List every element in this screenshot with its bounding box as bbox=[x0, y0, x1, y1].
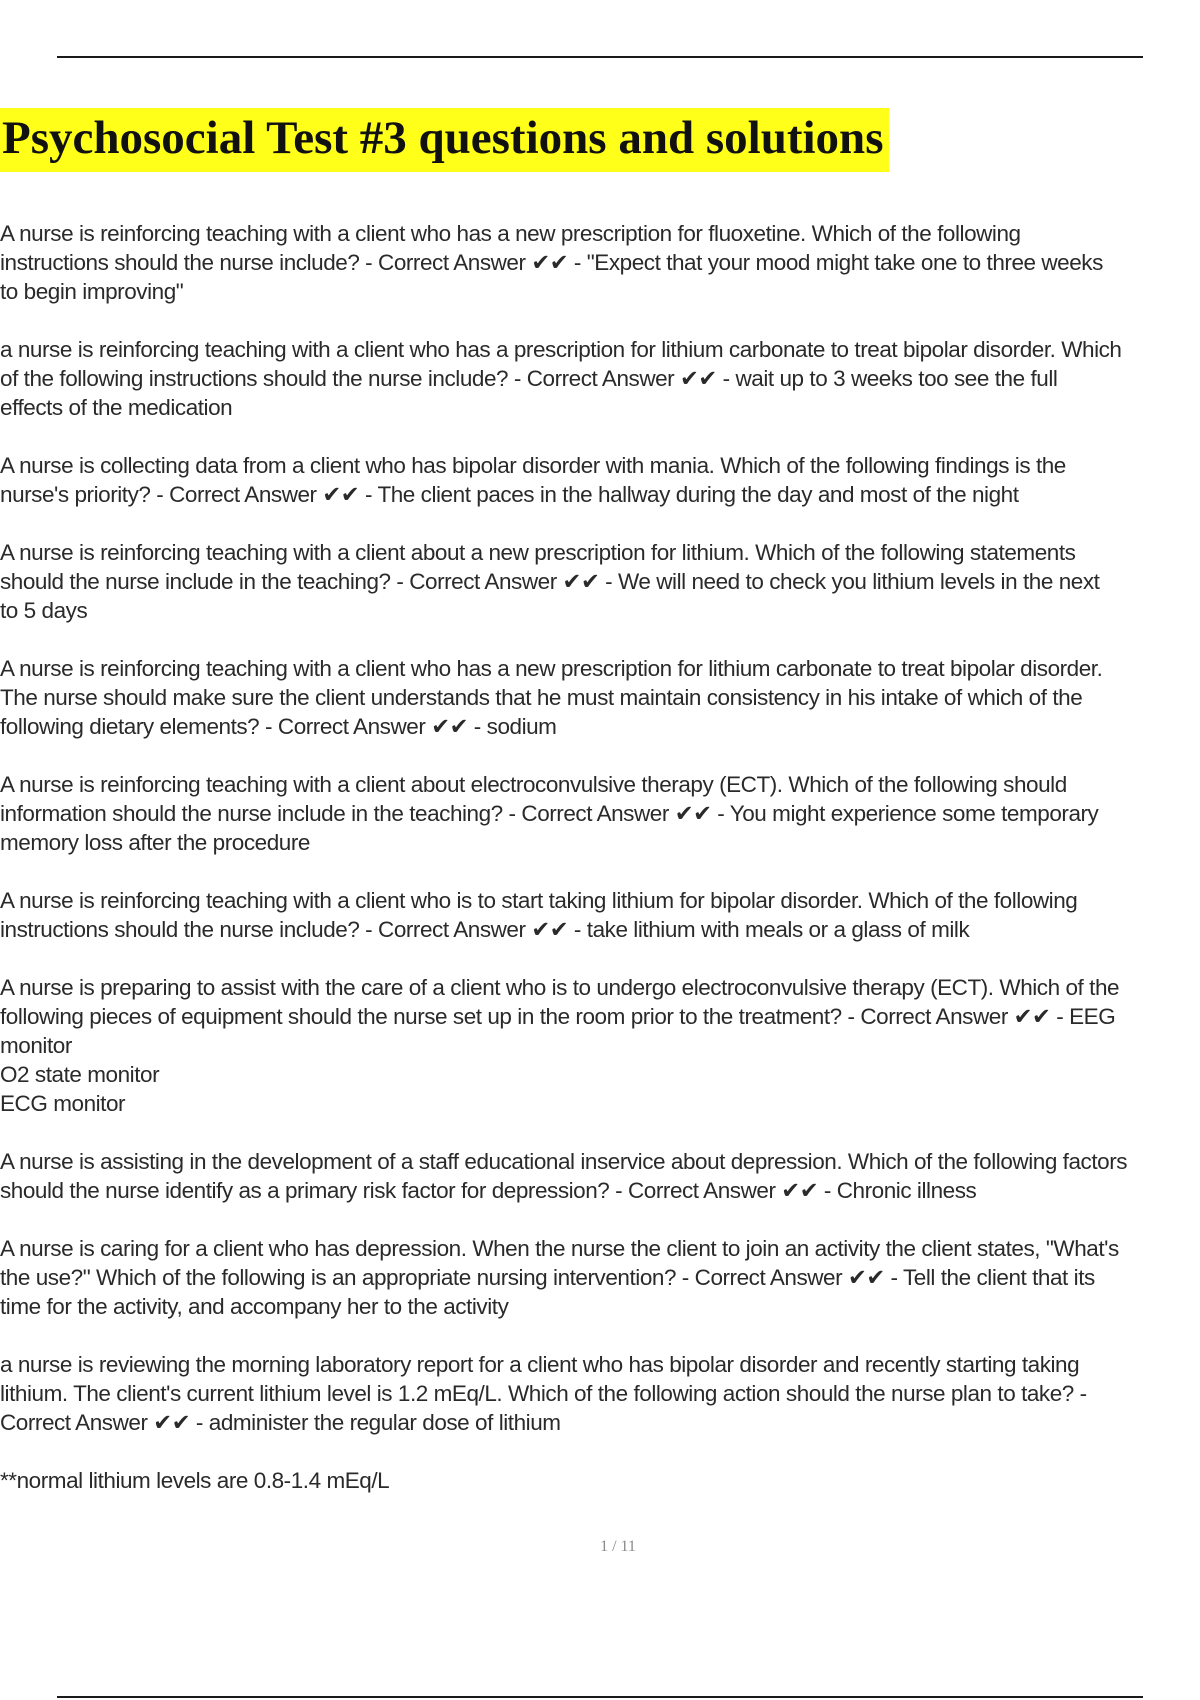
text-line: A nurse is caring for a client who has depression. When the nurse the client to join an activity the client states, "What's bbox=[0, 1236, 1119, 1261]
qa-entry bbox=[0, 654, 1200, 741]
document-body bbox=[0, 219, 1200, 1524]
document-title: Psychosocial Test #3 questions and solutions bbox=[0, 108, 889, 172]
text-line: A nurse is preparing to assist with the care of a client who is to undergo electroconvulsive therapy (ECT). Which of the bbox=[0, 975, 1120, 1000]
qa-entry bbox=[0, 538, 1200, 625]
bottom-rule bbox=[57, 1696, 1143, 1698]
text-line: nurse's priority? - Correct Answer ✔✔ - The client paces in the hallway during the day and most of the night bbox=[0, 482, 1019, 507]
qa-entry bbox=[0, 1350, 1200, 1437]
text-line: lithium. The client's current lithium level is 1.2 mEq/L. Which of the following action should the nurse plan to take? - bbox=[0, 1381, 1087, 1406]
text-line: A nurse is reinforcing teaching with a client about electroconvulsive therapy (ECT). Which of the following should bbox=[0, 772, 1067, 797]
text-line: ECG monitor bbox=[0, 1091, 126, 1116]
text-line: **normal lithium levels are 0.8-1.4 mEq/L bbox=[0, 1468, 390, 1493]
text-line: should the nurse identify as a primary risk factor for depression? - Correct Answer ✔✔ - Chronic illness bbox=[0, 1178, 977, 1203]
text-line: A nurse is reinforcing teaching with a client who has a new prescription for lithium carbonate to treat bipolar disorder. bbox=[0, 656, 1103, 681]
qa-entry bbox=[0, 1147, 1200, 1205]
text-line: should the nurse include in the teaching? - Correct Answer ✔✔ - We will need to check you lithium levels in the next bbox=[0, 569, 1100, 594]
text-line: following pieces of equipment should the nurse set up in the room prior to the treatment? - Correct Answer ✔✔ - EEG bbox=[0, 1004, 1116, 1029]
page-indicator: 1 / 11 bbox=[600, 1538, 636, 1555]
text-line: A nurse is reinforcing teaching with a client about a new prescription for lithium. Which of the following statements bbox=[0, 540, 1076, 565]
qa-entry bbox=[0, 886, 1200, 944]
qa-entry bbox=[0, 219, 1200, 306]
text-line: of the following instructions should the nurse include? - Correct Answer ✔✔ - wait up to 3 weeks too see the full bbox=[0, 366, 1058, 391]
note-entry bbox=[0, 1466, 1200, 1495]
text-line: effects of the medication bbox=[0, 395, 233, 420]
text-line: A nurse is collecting data from a client who has bipolar disorder with mania. Which of the following findings is the bbox=[0, 453, 1066, 478]
text-line: a nurse is reviewing the morning laboratory report for a client who has bipolar disorder and recently starting taking bbox=[0, 1352, 1080, 1377]
text-line: A nurse is assisting in the development of a staff educational inservice about depression. Which of the following factors bbox=[0, 1149, 1128, 1174]
text-line: A nurse is reinforcing teaching with a client who is to start taking lithium for bipolar disorder. Which of the following bbox=[0, 888, 1078, 913]
text-line: Correct Answer ✔✔ - administer the regular dose of lithium bbox=[0, 1410, 561, 1435]
text-line: to begin improving" bbox=[0, 279, 184, 304]
qa-entry bbox=[0, 770, 1200, 857]
text-line: O2 state monitor bbox=[0, 1062, 160, 1087]
text-line: A nurse is reinforcing teaching with a client who has a new prescription for fluoxetine. Which of the following bbox=[0, 221, 1021, 246]
qa-entry bbox=[0, 1234, 1200, 1321]
text-line: following dietary elements? - Correct Answer ✔✔ - sodium bbox=[0, 714, 557, 739]
text-line: memory loss after the procedure bbox=[0, 830, 310, 855]
text-line: The nurse should make sure the client understands that he must maintain consistency in his intake of which of the bbox=[0, 685, 1083, 710]
text-line: instructions should the nurse include? - Correct Answer ✔✔ - take lithium with meals or a glass of milk bbox=[0, 917, 970, 942]
qa-entry bbox=[0, 335, 1200, 422]
text-line: time for the activity, and accompany her to the activity bbox=[0, 1294, 509, 1319]
text-line: information should the nurse include in the teaching? - Correct Answer ✔✔ - You might experience some temporary bbox=[0, 801, 1099, 826]
text-line: a nurse is reinforcing teaching with a client who has a prescription for lithium carbonate to treat bipolar disorder. Which bbox=[0, 337, 1122, 362]
text-line: the use?" Which of the following is an appropriate nursing intervention? - Correct Answer ✔✔ - Tell the client that its bbox=[0, 1265, 1095, 1290]
top-rule bbox=[57, 56, 1143, 58]
qa-entry bbox=[0, 973, 1200, 1118]
qa-entry bbox=[0, 451, 1200, 509]
text-line: instructions should the nurse include? - Correct Answer ✔✔ - "Expect that your mood might take one to three weeks bbox=[0, 250, 1103, 275]
text-line: monitor bbox=[0, 1033, 72, 1058]
text-line: to 5 days bbox=[0, 598, 88, 623]
